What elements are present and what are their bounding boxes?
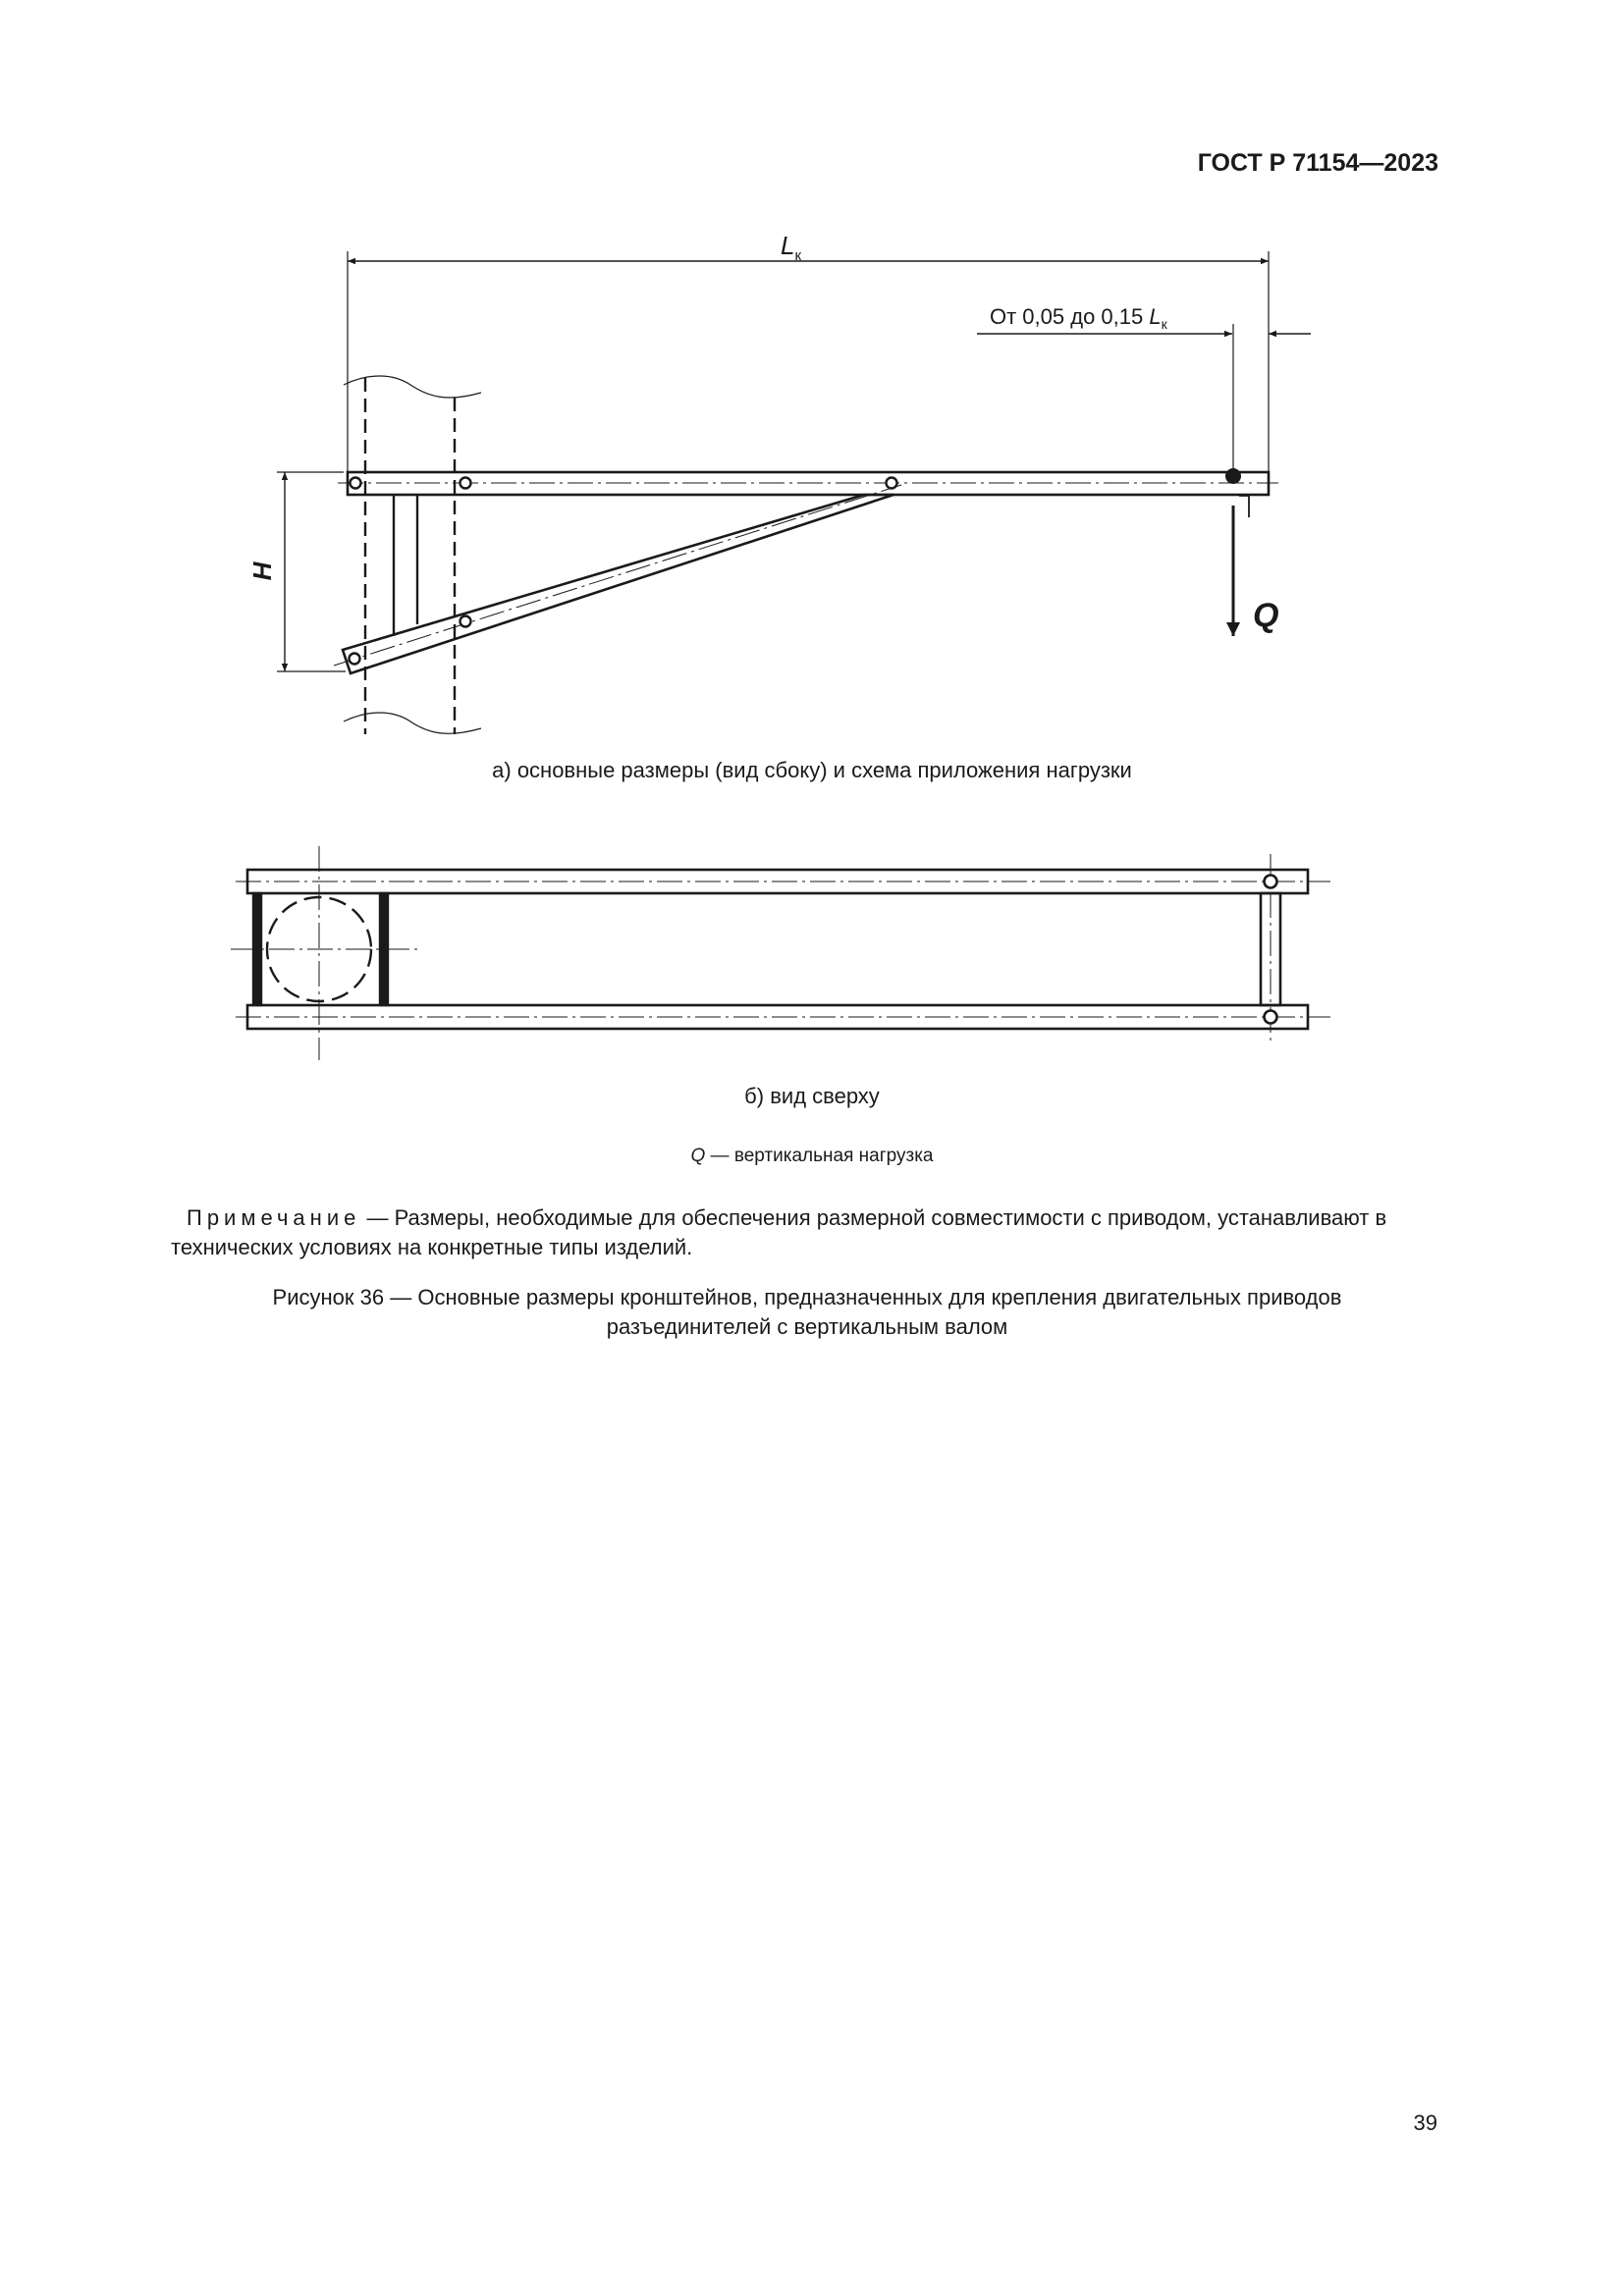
figure-legend [0,1146,1624,1167]
pin [351,478,361,489]
pin [460,616,471,627]
dim-offset-label: От 0,05 до 0,15 $L_к$ [990,304,1167,332]
top-view-caption: б) вид сверху [744,1084,880,1108]
side-view-caption: а) основные размеры (вид сбоку) и схема приложения нагрузки [492,758,1132,782]
note-text: — Размеры, необходимые для обеспечения размерной совместимости с приводом, устанавливают в технических условиях на конкретные типы изделий. [171,1205,1387,1259]
diagonal-strut [343,495,893,673]
standard-header: ГОСТ Р 71154—2023 [1197,149,1438,177]
dim-height-label: H [247,561,277,581]
figure-title-line-1: Рисунок 36 — Основные размеры кронштейнов, предназначенных для крепления двигательных приводов [272,1285,1342,1309]
legend-symbol: Q [690,1146,706,1166]
legend-text: — вертикальная нагрузка [705,1146,934,1166]
figure-title [171,1283,1443,1342]
pin [1265,1011,1277,1024]
pin [460,478,471,489]
pin [1265,876,1277,888]
side-view-drawing [0,0,1624,785]
pin [350,654,360,665]
note-label: Примечание [187,1205,361,1230]
pin [887,478,897,489]
load-label: Q [1253,597,1279,634]
figure-title-line-2: разъединителей с вертикальным валом [606,1314,1008,1339]
top-view-drawing [0,825,1624,1060]
page-number: 39 [1413,2110,1437,2135]
note-paragraph [171,1203,1443,1262]
dim-length-label: $L_к$ [781,231,802,264]
load-point-pin [1225,468,1241,484]
